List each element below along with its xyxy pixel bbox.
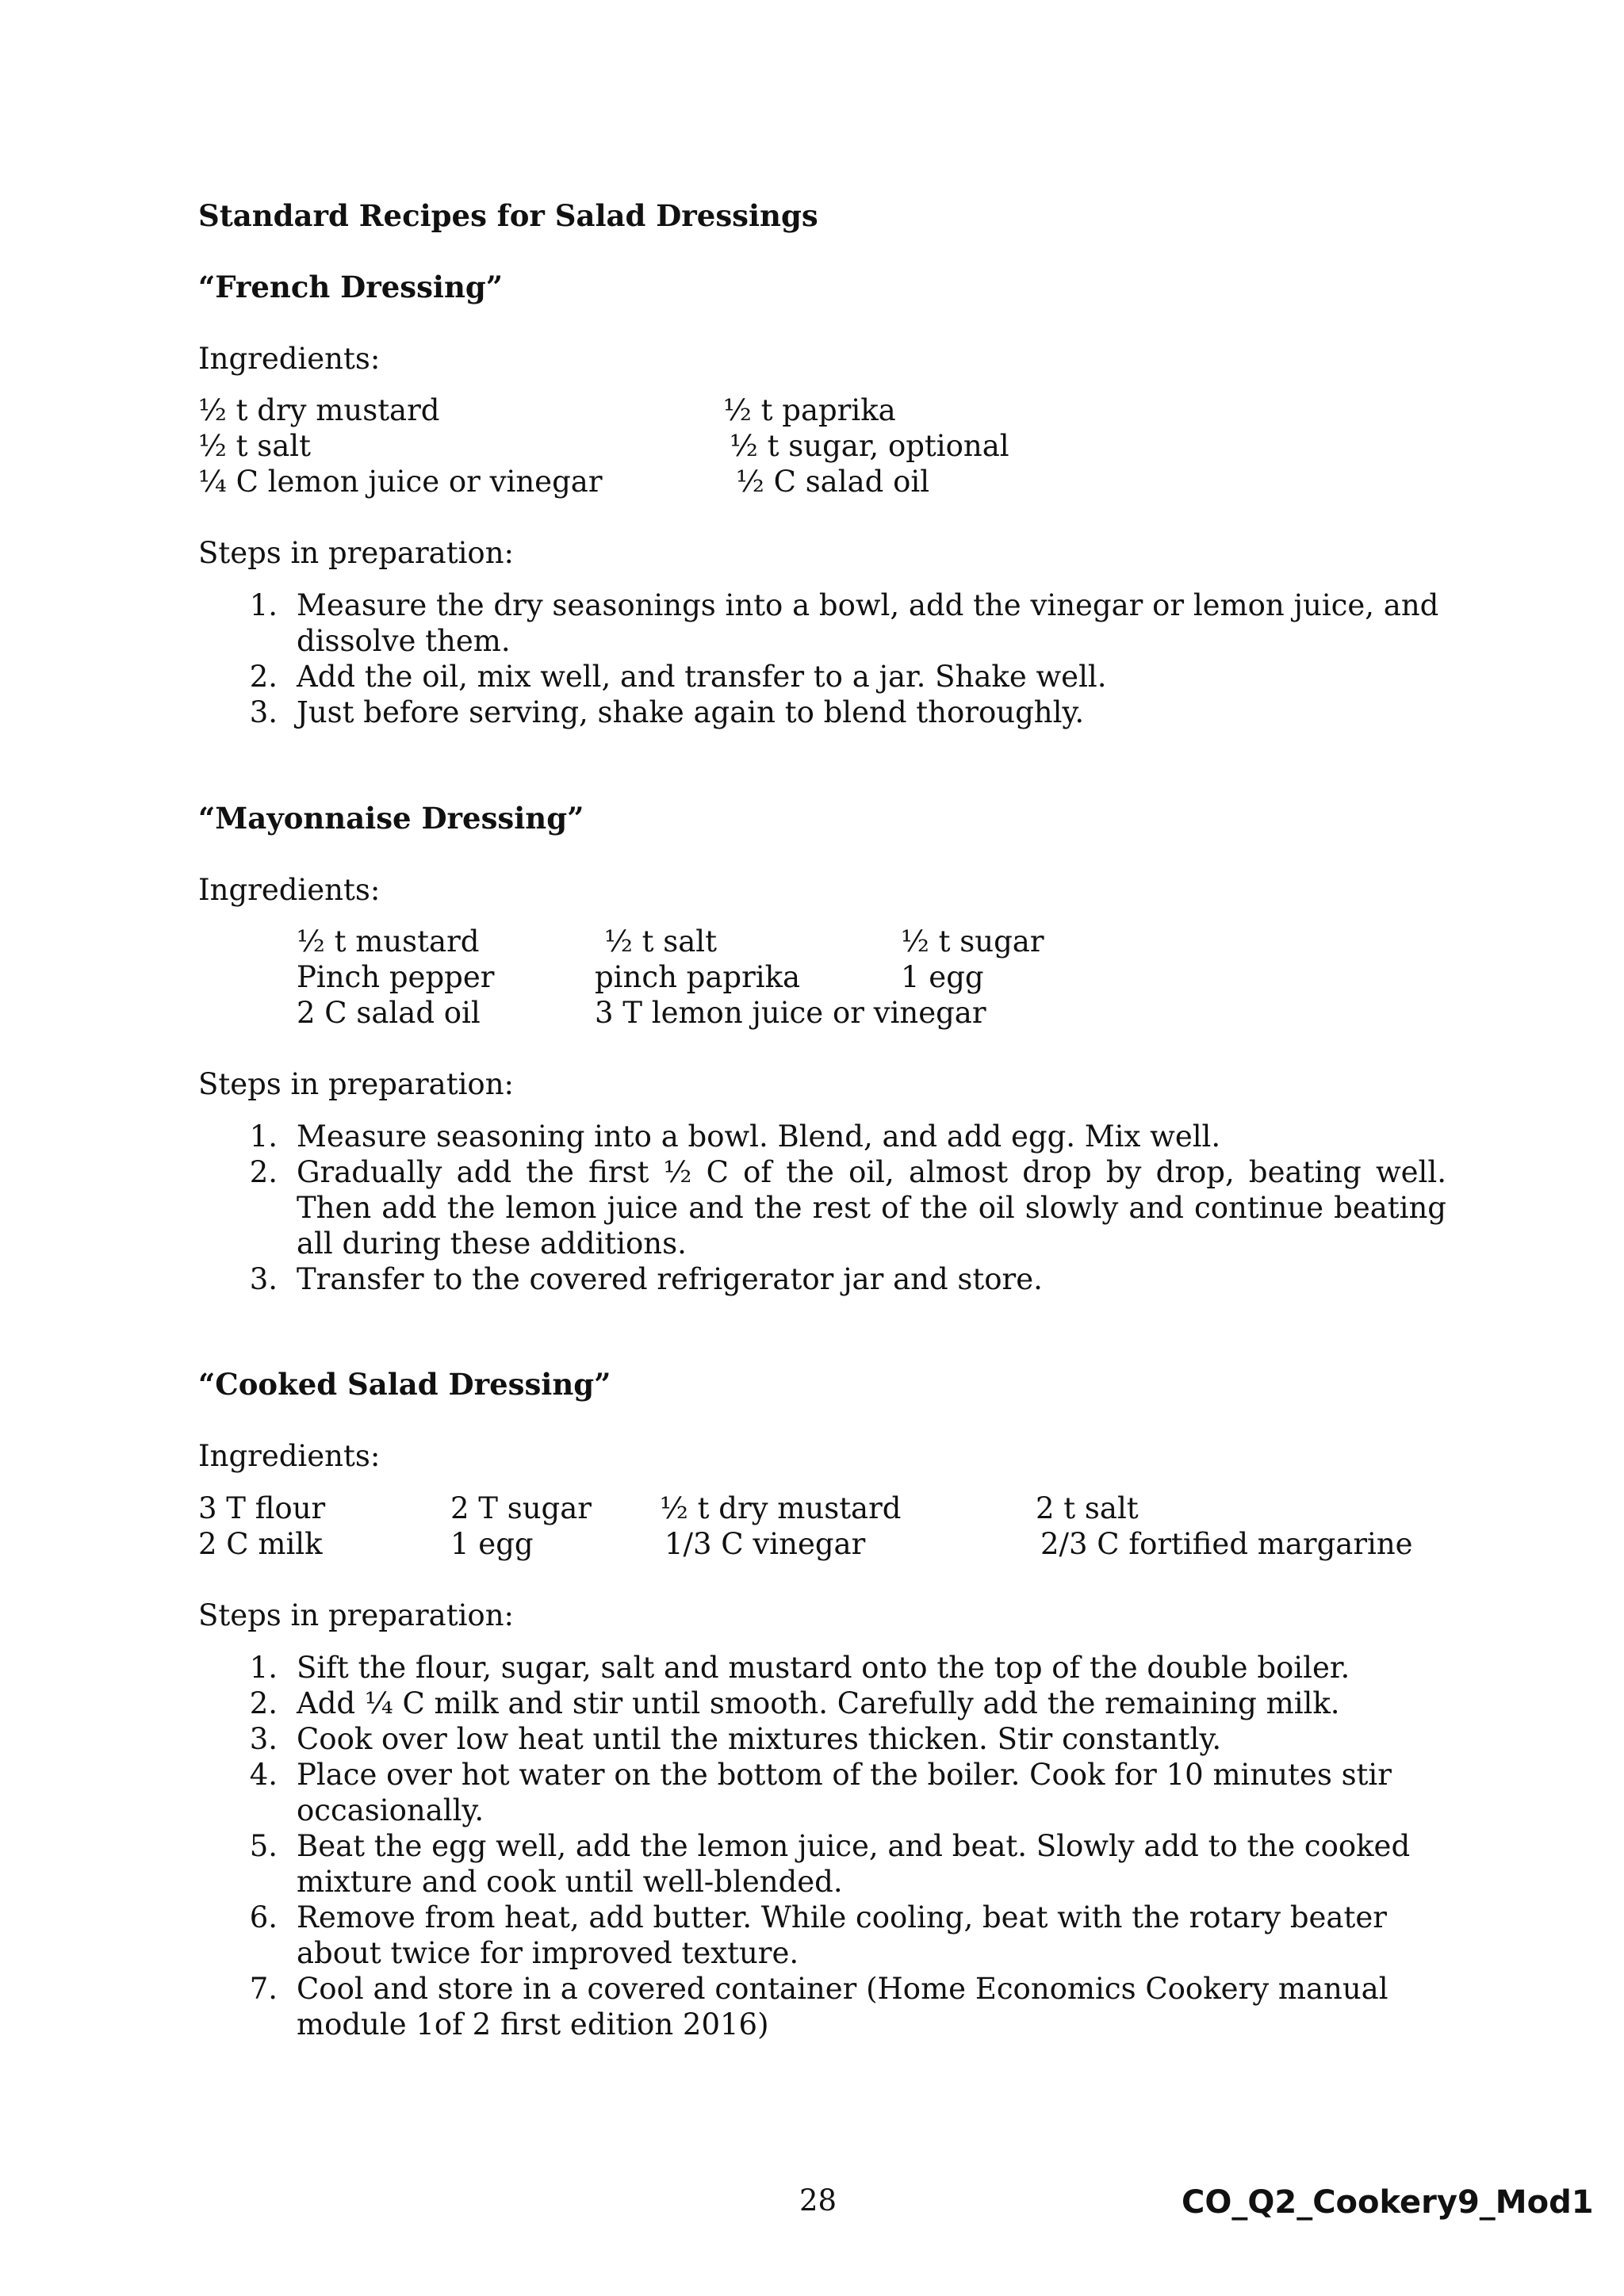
french-ingredient: ½ t dry mustard: [198, 393, 440, 427]
cooked-step: Cook over low heat until the mixtures thicken. Stir constantly.: [297, 1722, 1222, 1756]
step-number: 4.: [249, 1758, 278, 1792]
cooked-ingredient: 2/3 C fortified margarine: [1040, 1527, 1413, 1561]
step-number: 2.: [249, 660, 278, 694]
step-number: 3.: [249, 1262, 278, 1296]
cooked-ingredient: 1/3 C vinegar: [665, 1527, 866, 1561]
cooked-step: Add ¼ C milk and stir until smooth. Carefully add the remaining milk.: [297, 1686, 1340, 1720]
cooked-ingredient: 2 C milk: [198, 1527, 323, 1561]
mayonnaise-ingredient: ½ t salt: [604, 924, 718, 959]
french-ingredients-label: Ingredients:: [198, 342, 381, 376]
mayonnaise-ingredients-label: Ingredients:: [198, 873, 381, 907]
mayonnaise-ingredient: 3 T lemon juice or vinegar: [595, 996, 986, 1030]
french-ingredient: ½ t paprika: [723, 393, 896, 427]
cooked-step: Beat the egg well, add the lemon juice, and beat. Slowly add to the cooked mixture and cook until well-blended.: [297, 1829, 1411, 1899]
mayonnaise-ingredient: ½ t sugar: [901, 924, 1044, 959]
french-ingredient: ½ C salad oil: [736, 465, 930, 499]
step-number: 3.: [249, 695, 278, 729]
step-number: 1.: [249, 1651, 278, 1685]
mayonnaise-steps-label: Steps in preparation:: [198, 1067, 515, 1101]
mayonnaise-ingredient: 1 egg: [901, 960, 984, 994]
step-number: 1.: [249, 588, 278, 622]
mayonnaise-ingredient: 2 C salad oil: [297, 996, 481, 1030]
cooked-ingredient: 2 T sugar: [450, 1491, 592, 1525]
french-ingredient: ¼ C lemon juice or vinegar: [198, 465, 603, 499]
cooked-ingredient: 2 t salt: [1036, 1491, 1139, 1525]
cooked-ingredient: 1 egg: [450, 1527, 534, 1561]
step-number: 2.: [249, 1155, 278, 1189]
french-step: Add the oil, mix well, and transfer to a jar. Shake well.: [297, 660, 1107, 694]
step-number: 3.: [249, 1722, 278, 1756]
french-step: Measure the dry seasonings into a bowl, add the vinegar or lemon juice, and dissolve them.: [297, 588, 1439, 658]
cooked-step: Place over hot water on the bottom of the boiler. Cook for 10 minutes stir occasionally.: [297, 1758, 1392, 1827]
module-code: CO_Q2_Cookery9_Mod1: [1182, 2184, 1594, 2221]
cooked-step: Cool and store in a covered container (Home Economics Cookery manual module 1of 2 first edition 2016): [297, 1972, 1388, 2042]
french-steps-label: Steps in preparation:: [198, 536, 515, 570]
cooked-step: Remove from heat, add butter. While cooling, beat with the rotary beater about twice for improved texture.: [297, 1900, 1387, 1970]
mayonnaise-step: Measure seasoning into a bowl. Blend, and add egg. Mix well.: [297, 1119, 1221, 1154]
step-number: 2.: [249, 1686, 278, 1720]
mayonnaise-ingredient: pinch paprika: [595, 960, 801, 994]
mayonnaise-ingredient: ½ t mustard: [297, 924, 480, 959]
step-number: 7.: [249, 1972, 278, 2006]
mayonnaise-dressing-title: “Mayonnaise Dressing”: [198, 801, 584, 836]
cooked-dressing-title: “Cooked Salad Dressing”: [198, 1367, 611, 1402]
mayonnaise-step: Gradually add the first ½ C of the oil, almost drop by drop, beating well. Then add the lemon juice and the rest of the oil slowly and continue beating all during these additions.: [297, 1155, 1446, 1261]
step-number: 1.: [249, 1119, 278, 1154]
mayonnaise-step: Transfer to the covered refrigerator jar and store.: [297, 1262, 1043, 1296]
cooked-ingredient: 3 T flour: [198, 1491, 326, 1525]
french-ingredient: ½ t sugar, optional: [730, 429, 1009, 463]
french-step: Just before serving, shake again to blend thoroughly.: [297, 695, 1085, 729]
step-number: 6.: [249, 1900, 278, 1934]
main-title: Standard Recipes for Salad Dressings: [198, 198, 818, 233]
french-dressing-title: “French Dressing”: [198, 270, 504, 304]
cooked-ingredient: ½ t dry mustard: [660, 1491, 902, 1525]
step-number: 5.: [249, 1829, 278, 1863]
cooked-steps-label: Steps in preparation:: [198, 1598, 515, 1632]
mayonnaise-ingredient: Pinch pepper: [297, 960, 495, 994]
french-ingredient: ½ t salt: [198, 429, 312, 463]
cooked-ingredients-label: Ingredients:: [198, 1439, 381, 1473]
cooked-step: Sift the flour, sugar, salt and mustard onto the top of the double boiler.: [297, 1651, 1350, 1685]
page-number: 28: [799, 2183, 837, 2218]
